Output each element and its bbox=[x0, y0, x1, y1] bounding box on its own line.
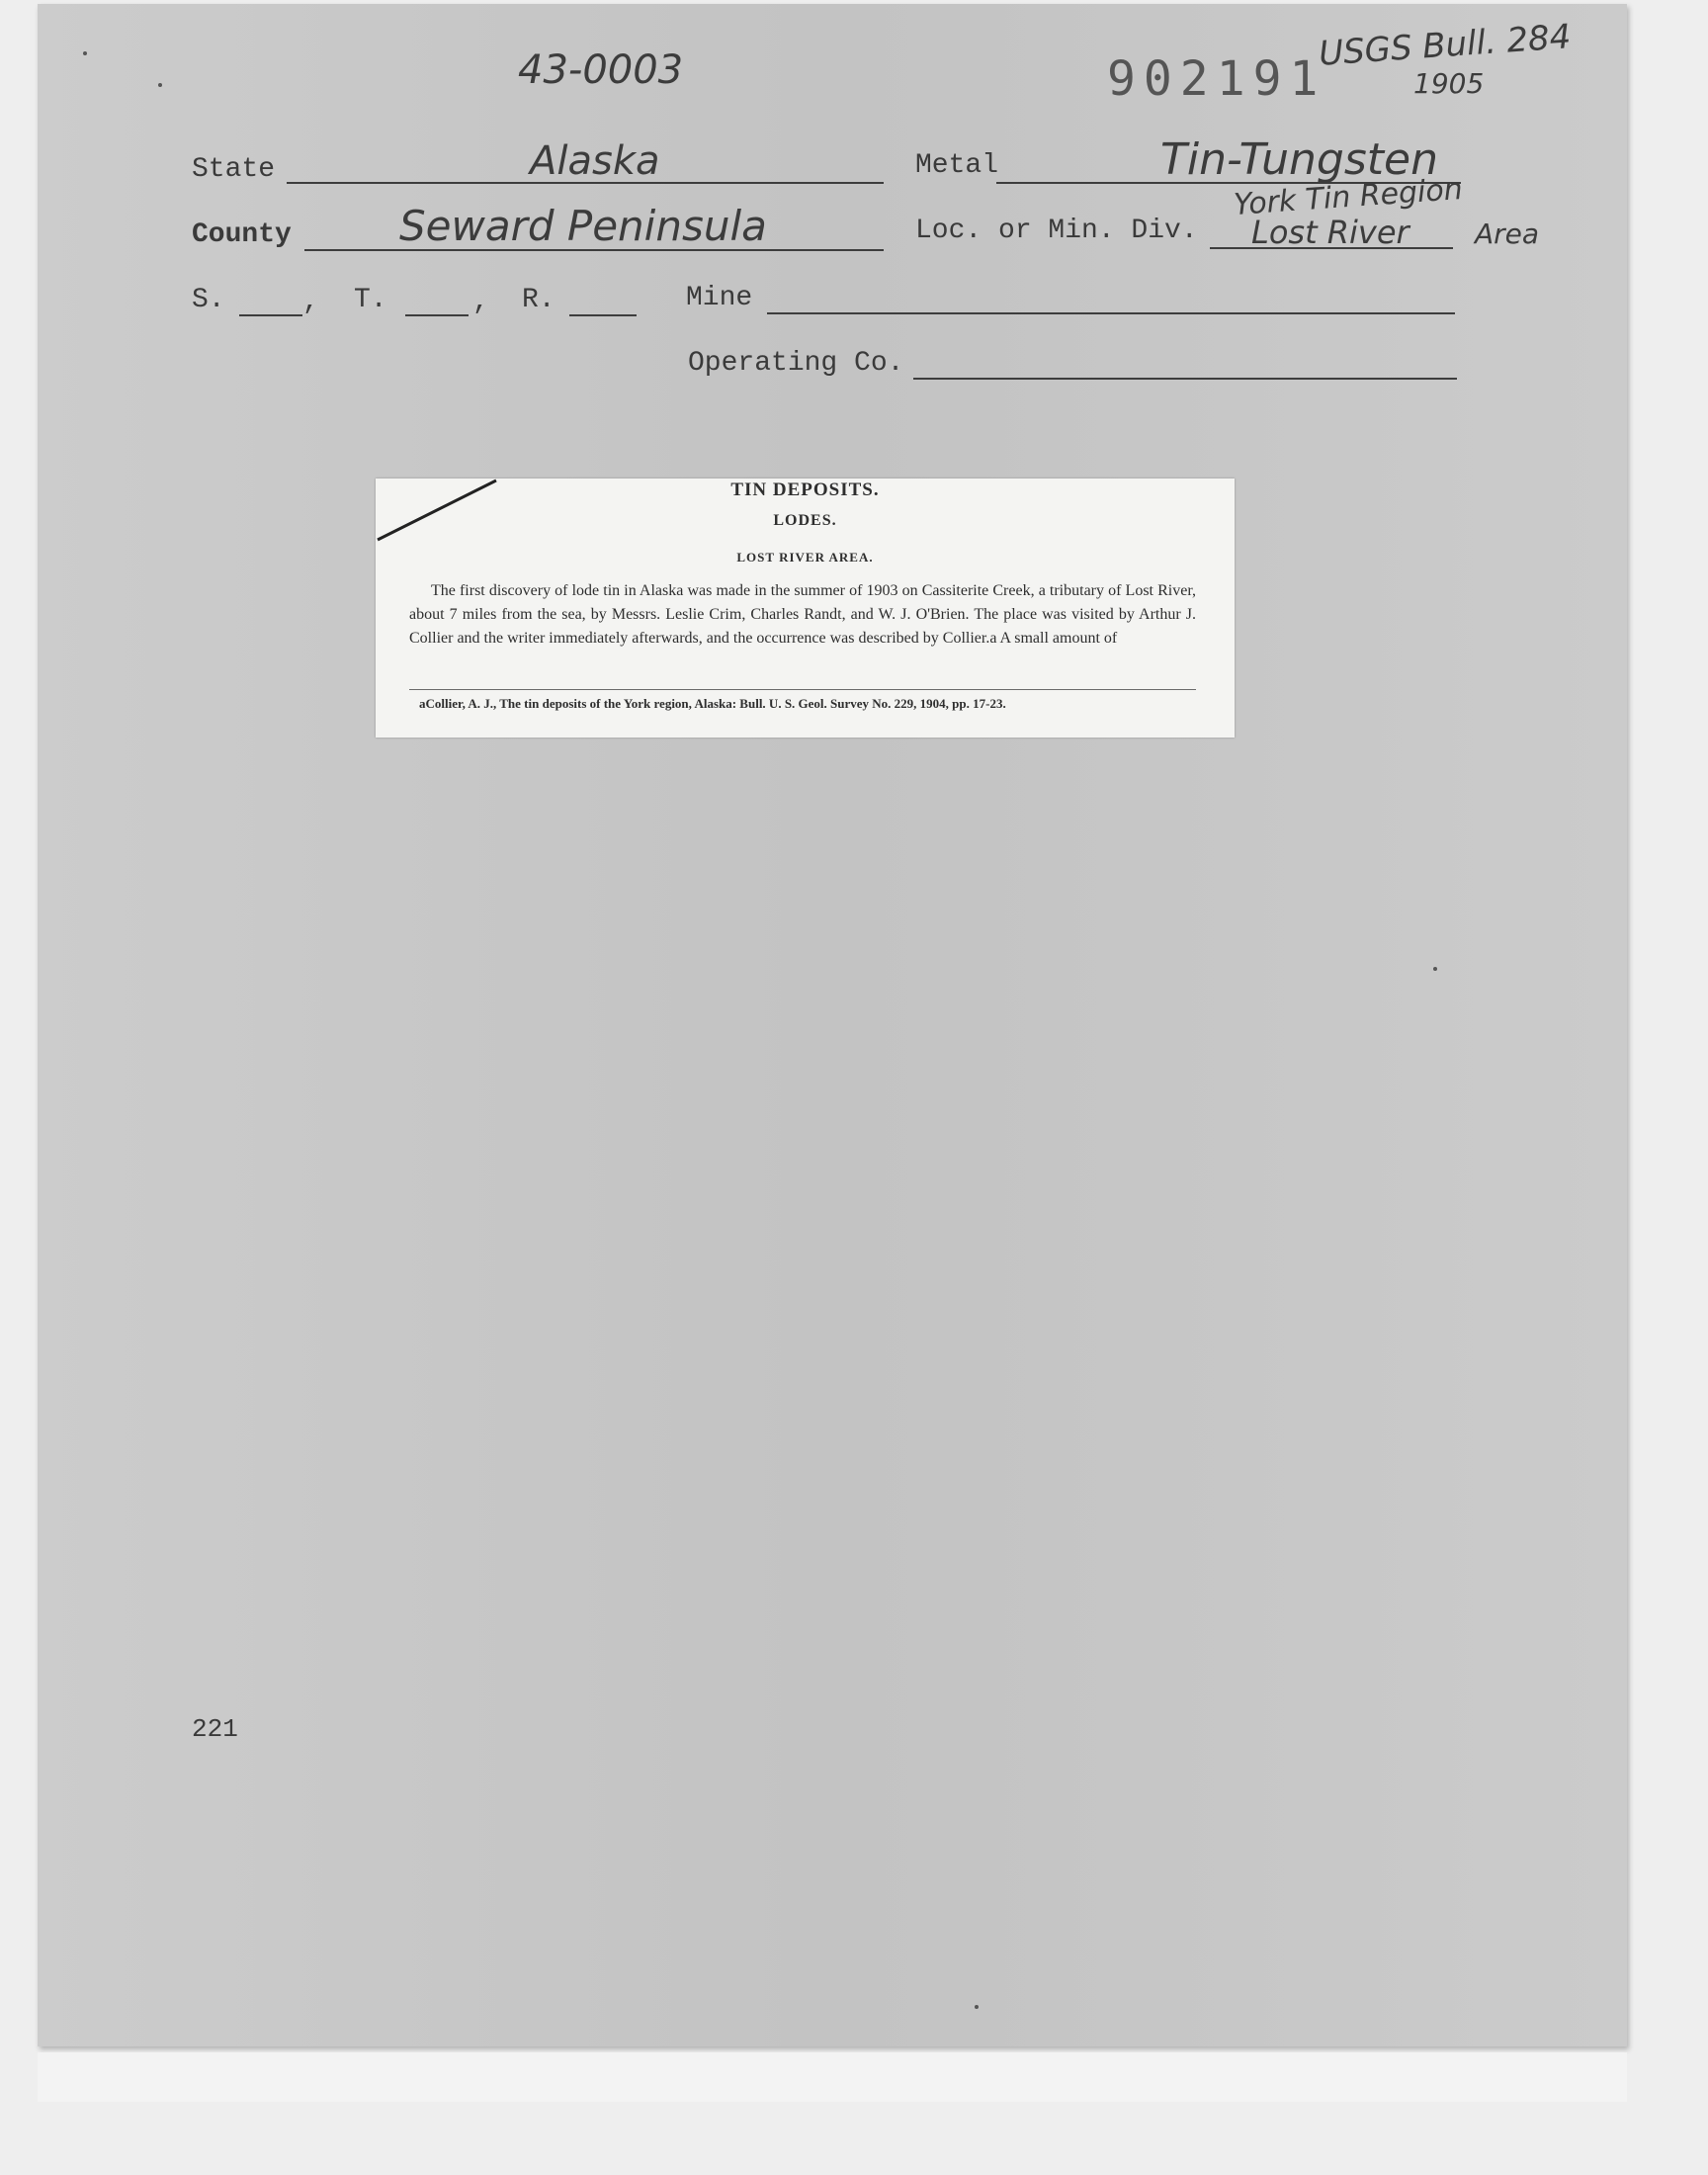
text-clipping bbox=[376, 478, 1235, 738]
mine-label: Mine bbox=[686, 283, 753, 313]
metal-label: Metal bbox=[915, 150, 999, 181]
document-sheet bbox=[38, 4, 1627, 2046]
section-label: S. bbox=[192, 285, 225, 315]
clipping-subtitle: LODES. bbox=[773, 512, 837, 529]
section-comma: , bbox=[302, 287, 319, 317]
section-line bbox=[239, 314, 302, 316]
reference-note-line2: 1905 bbox=[1413, 67, 1485, 100]
county-label: County bbox=[192, 219, 292, 250]
operating-label: Operating Co. bbox=[688, 348, 904, 379]
dust-speck bbox=[158, 83, 162, 87]
clipping-section-heading: LOST RIVER AREA. bbox=[736, 550, 874, 565]
operating-line bbox=[913, 378, 1457, 380]
clipping-footnote: aCollier, A. J., The tin deposits of the York region, Alaska: Bull. U. S. Geol. Survey No. 229, 1904, pp. 17-23. bbox=[419, 696, 1006, 711]
township-label: T. bbox=[354, 285, 387, 315]
footnote-divider bbox=[409, 689, 1196, 690]
clipping-title: TIN DEPOSITS. bbox=[730, 479, 880, 500]
loc-label: Loc. or Min. Div. bbox=[915, 216, 1198, 246]
loc-value-line2: Lost River bbox=[1251, 214, 1409, 251]
range-line bbox=[569, 314, 637, 316]
county-value: Seward Peninsula bbox=[399, 202, 767, 250]
mine-line bbox=[767, 312, 1455, 314]
loc-value-line1: York Tin Region bbox=[1233, 171, 1464, 223]
scan-bottom-margin bbox=[38, 2052, 1627, 2102]
state-value: Alaska bbox=[530, 138, 660, 184]
loc-value-suffix: Area bbox=[1475, 218, 1540, 250]
township-line bbox=[405, 314, 469, 316]
dust-speck bbox=[1433, 967, 1437, 971]
reference-note-line1: USGS Bull. 284 bbox=[1317, 17, 1573, 74]
dust-speck bbox=[83, 51, 87, 55]
catalog-number: 43-0003 bbox=[518, 47, 684, 93]
dust-speck bbox=[975, 2005, 979, 2009]
clipping-body: The first discovery of lode tin in Alaska was made in the summer of 1903 on Cassiterite Creek, a tributary of Lost River, about 7 miles from the sea, by Messrs. Leslie Crim, Charles Randt, and W. J. O'Brien. The place was visited by Arthur J. Collier and the writer immediately afterwards, and the occurrence was described by Collier.a A small amount of bbox=[409, 582, 1196, 647]
range-label: R. bbox=[522, 285, 555, 315]
township-comma: , bbox=[472, 287, 489, 317]
state-label: State bbox=[192, 154, 276, 185]
metal-value: Tin-Tungsten bbox=[1160, 134, 1438, 185]
stamp-number: 902191 bbox=[1107, 51, 1326, 107]
page-number: 221 bbox=[192, 1714, 238, 1744]
